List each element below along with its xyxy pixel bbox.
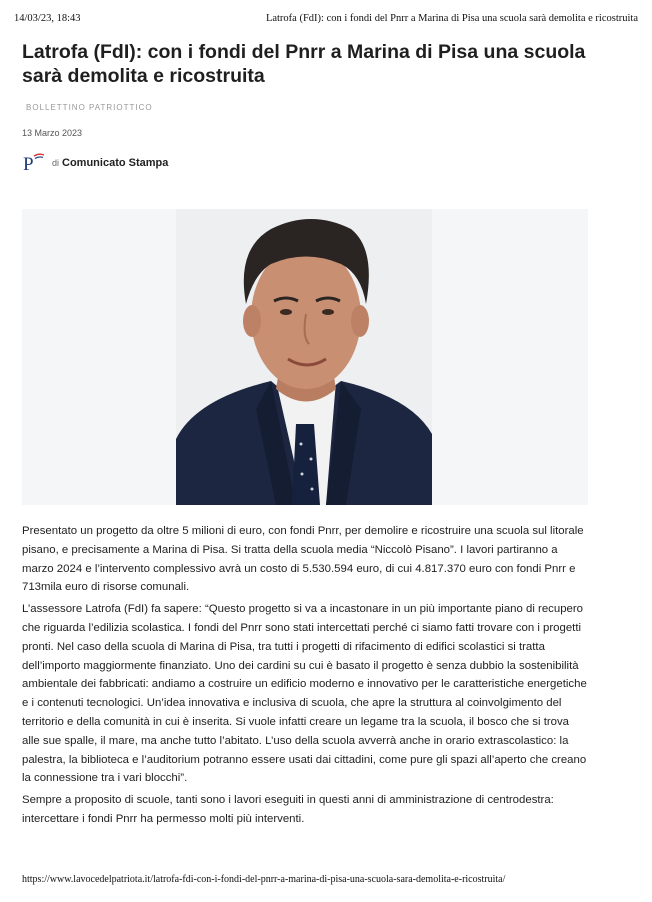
patriota-logo-icon[interactable] [22, 152, 46, 174]
print-header [14, 13, 638, 27]
article-paragraph: Sempre a proposito di scuole, tanti sono i lavori eseguiti in questi anni di amministrazione di centrodestra: intercettare i fondi Pnrr ha permesso molti più interventi. [22, 794, 554, 825]
byline [22, 152, 168, 174]
article-body [22, 522, 588, 832]
article-title: Latrofa (FdI): con i fondi del Pnrr a Marina di Pisa una scuola sarà demolita e ricostruita [22, 41, 586, 87]
article-paragraph: Presentato un progetto da oltre 5 milioni di euro, con fondi Pnrr, per demolire e ricostruire una scuola sul litorale pisano, e precisamente a Marina di Pisa. Si tratta della scuola media “Niccolò Pisano”. I lavori partiranno a marzo 2024 e l’intervento complessivo avrà un costo di 5.530.594 euro, di cui 4.817.370 euro con fondi Pnrr e 713mila euro di risorse comunali. [22, 525, 584, 594]
author-link[interactable]: Comunicato Stampa [62, 157, 169, 169]
category-link[interactable]: BOLLETTINO PATRIOTTICO [26, 103, 153, 112]
print-timestamp: 14/03/23, 18:43 [14, 13, 81, 24]
print-footer-url: https://www.lavocedelpatriota.it/latrofa-fdi-con-i-fondi-del-pnrr-a-marina-di-pisa-una-scuola-sara-demolita-e-ricostruita/ [22, 874, 506, 885]
print-page-title: Latrofa (FdI): con i fondi del Pnrr a Marina di Pisa una scuola sarà demolita e ricostruita [265, 13, 638, 24]
article-date: 13 Marzo 2023 [22, 128, 83, 138]
article-photo[interactable] [176, 209, 432, 505]
article-paragraph: L’assessore Latrofa (FdI) fa sapere: “Questo progetto si va a incastonare in un più importante piano di recupero che riguarda l’edilizia scolastica. I fondi del Pnrr sono stati intercettati perché ci siamo fatti trovare con i progetti pronti. Nel caso della scuola di Marina di Pisa, tra tutti i progetti di rifacimento di edifici scolastici si tratta dell’importo maggiormente finanziato. Uno dei cardini su cui è basato il progetto è senza dubbio la sostenibilità ambientale dei fabbricati: andiamo a costruire un edificio moderno e innovativo per le caratteristiche energetiche e i contenuti tecnologici. Un’idea innovativa e inclusiva di scuola, che apre la struttura al coinvolgimento del territorio e della comunità in cui è inserita. Si vuole infatti creare un legame tra la scuola, il bosco che si trova alle sue spalle, il mare, ma anche tutto l’abitato. L’uso della scuola avverrà anche in orario extrascolastico: la palestra, la biblioteca e l’auditorium potranno essere usati dai cittadini, come pure gli spazi all’aperto che creano la connessione tra i vari blocchi”. [22, 603, 587, 785]
article-image-container [22, 209, 588, 505]
svg-text:P: P [23, 154, 34, 174]
byline-prefix: di [52, 158, 60, 168]
